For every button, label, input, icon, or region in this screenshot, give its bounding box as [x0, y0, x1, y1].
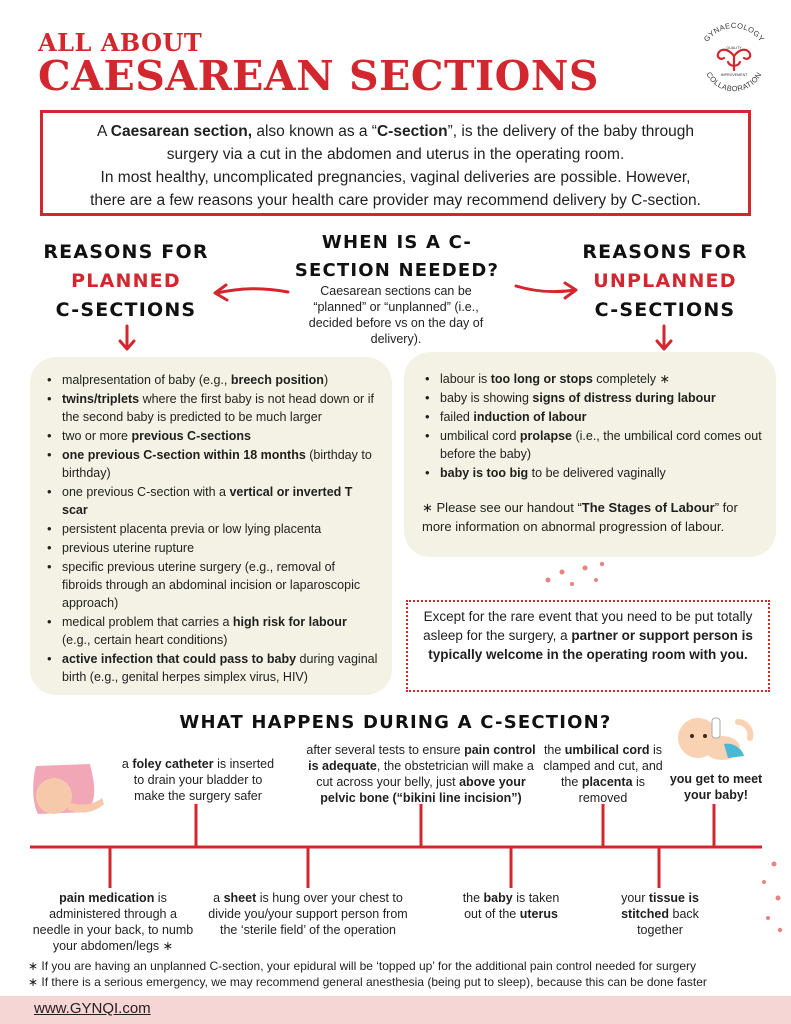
- arrow-right-icon: [516, 286, 575, 292]
- title-kicker: ALL ABOUT: [38, 28, 203, 57]
- website-link[interactable]: www.GYNQI.com: [34, 1000, 151, 1017]
- planned-panel: [30, 357, 392, 695]
- footnotes: [28, 958, 707, 990]
- timeline-step-pain-med: pain medication is administered through a needle in your back, to numb your abdomen/legs ∗: [32, 891, 194, 953]
- baby-icon: [672, 708, 758, 768]
- list-item: • previous uterine rupture: [44, 539, 378, 557]
- logo-bottom-text: COLLABORATION: [704, 70, 764, 94]
- planned-list: [44, 371, 378, 686]
- decorative-dots-right: [756, 858, 786, 938]
- planned-heading: REASONS FOR PLANNED C-SECTIONS: [43, 241, 209, 321]
- timeline-step-incision: after several tests to ensure pain control is adequate, the obstetrician will make a cut across your belly, just above your pelvic bone (“bikini line incision”): [306, 743, 536, 805]
- list-item: • baby is too big to be delivered vaginally: [422, 464, 762, 482]
- handout-note: ∗ Please see our handout “The Stages of Labour” for more information on abnormal progression of labour.: [422, 500, 738, 534]
- timeline-heading: WHAT HAPPENS DURING A C-SECTION?: [179, 712, 612, 733]
- list-item: • twins/triplets where the first baby is not head down or if the second baby is predicted to be much larger: [44, 390, 378, 426]
- timeline-step-sheet: a sheet is hung over your chest to divide you/your support person from the ‘sterile field’ of the operation: [208, 891, 408, 937]
- list-item: • one previous C-section within 18 months (birthday to birthday): [44, 446, 378, 482]
- logo-improvement: IMPROVEMENT: [720, 73, 748, 77]
- list-item: • labour is too long or stops completely ∗: [422, 370, 762, 388]
- footnote-1: ∗ If you are having an unplanned C-section, your epidural will be ‘topped up’ for the additional pain control needed for surgery: [28, 959, 697, 973]
- list-item: • active infection that could pass to baby during vaginal birth (e.g., genital herpes simplex virus, HIV): [44, 650, 378, 686]
- timeline: [0, 800, 791, 900]
- timeline-step-baby-out: the baby is taken out of the uterus: [462, 891, 560, 921]
- list-item: • baby is showing signs of distress during labour: [422, 389, 762, 407]
- list-item: • one previous C-section with a vertical or inverted T scar: [44, 483, 378, 519]
- logo-top-text: GYNAECOLOGY: [701, 20, 767, 44]
- list-item: • umbilical cord prolapse (i.e., the umbilical cord comes out before the baby): [422, 427, 762, 463]
- footnote-2: ∗ If there is a serious emergency, we may recommend general anesthesia (being put to sleep), because this can be done faster: [28, 975, 707, 989]
- list-item: • medical problem that carries a high risk for labour (e.g., certain heart conditions): [44, 613, 378, 649]
- timeline-step-foley: a foley catheter is inserted to drain your bladder to make the surgery safer: [121, 757, 275, 803]
- timeline-step-stitched: your tissue is stitched back together: [621, 891, 699, 937]
- arrow-left-icon: [217, 289, 288, 293]
- intro-line-1: A Caesarean section, also known as a “C-section”, is the delivery of the baby through: [96, 123, 695, 140]
- center-heading: WHEN IS A C- SECTION NEEDED?: [294, 232, 500, 281]
- list-item: • failed induction of labour: [422, 408, 762, 426]
- list-item: • malpresentation of baby (e.g., breech position): [44, 371, 378, 389]
- list-item: • specific previous uterine surgery (e.g., removal of fibroids through an abdominal incision or laparoscopic approach): [44, 558, 378, 612]
- timeline-step-meet-baby: you get to meet your baby!: [669, 772, 763, 802]
- list-item: • persistent placenta previa or low lying placenta: [44, 520, 378, 538]
- unplanned-heading: REASONS FOR UNPLANNED C-SECTIONS: [582, 241, 748, 321]
- center-description: Caesarean sections can be “planned” or “unplanned” (i.e., decided before vs on the day of delivery).: [308, 284, 484, 346]
- heading-arrows: [0, 0, 791, 360]
- list-item: • two or more previous C-sections: [44, 427, 378, 445]
- support-note-box: Except for the rare event that you need to be put totally asleep for the surgery, a partner or support person is typically welcome in the operating room with you.: [406, 600, 770, 692]
- intro-line-4: there are a few reasons your health care provider may recommend delivery by C-section.: [90, 192, 701, 209]
- unplanned-panel: [404, 352, 776, 557]
- logo-quality: QUALITY: [726, 46, 742, 50]
- intro-line-3: In most healthy, uncomplicated pregnancies, vaginal deliveries are possible. However,: [100, 169, 691, 186]
- unplanned-list: [422, 370, 762, 482]
- intro-line-2: surgery via a cut in the abdomen and uterus in the operating room.: [166, 146, 625, 163]
- decorative-dots: [540, 560, 610, 600]
- page-title: CAESAREAN SECTIONS: [38, 52, 599, 100]
- timeline-step-cord: the umbilical cord is clamped and cut, and the placenta is removed: [543, 743, 663, 805]
